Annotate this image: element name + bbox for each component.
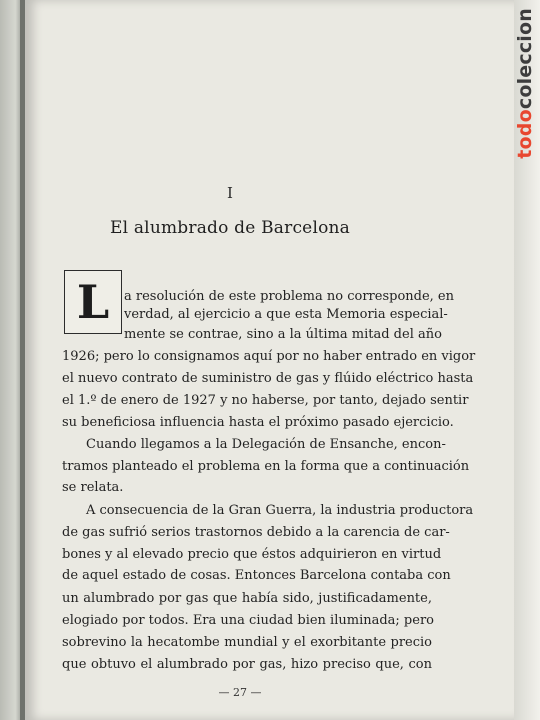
body-line: bones y al elevado precio que éstos adquirieron en virtud — [62, 547, 442, 562]
body-line: el nuevo contrato de suministro de gas y flúido eléctrico hasta — [62, 371, 474, 386]
body-line: A consecuencia de la Gran Guerra, la industria productora — [86, 503, 474, 518]
body-line: se relata. — [62, 480, 124, 495]
body-line: tramos planteado el problema en la forma que a continuación — [62, 459, 470, 474]
chapter-number: I — [227, 184, 233, 202]
body-line: que obtuvo el alumbrado por gas, hizo preciso que, con — [62, 657, 432, 672]
body-line: un alumbrado por gas que había sido, justificadamente, — [62, 591, 432, 606]
watermark-part2: coleccion — [514, 8, 536, 110]
body-line: el 1.º de enero de 1927 y no haberse, por tanto, dejado sentir — [62, 393, 469, 408]
body-line: de gas sufrió serios trastornos debido a la carencia de car- — [62, 525, 450, 540]
watermark-logo — [514, 8, 536, 159]
page-number: — 27 — — [218, 686, 262, 699]
body-line: Cuando llegamos a la Delegación de Ensanche, encon- — [86, 437, 446, 452]
dropcap-letter: L — [76, 275, 110, 329]
ornamental-dropcap — [64, 270, 122, 334]
body-line: 1926; pero lo consignamos aquí por no haber entrado en vigor — [62, 349, 476, 364]
body-line: sobrevino la hecatombe mundial y el exorbitante precio — [62, 635, 432, 650]
body-line: su beneficiosa influencia hasta el próximo pasado ejercicio. — [62, 415, 454, 430]
body-line: elogiado por todos. Era una ciudad bien iluminada; pero — [62, 613, 434, 628]
body-line: verdad, al ejercicio a que esta Memoria especial- — [124, 307, 448, 322]
body-line: de aquel estado de cosas. Entonces Barcelona contaba con — [62, 568, 451, 583]
body-line: mente se contrae, sino a la última mitad del año — [124, 327, 442, 342]
body-line: a resolución de este problema no corresponde, en — [124, 289, 454, 304]
watermark-part1: todo — [514, 109, 536, 159]
facing-page-edge — [0, 0, 22, 720]
chapter-title: El alumbrado de Barcelona — [110, 218, 350, 238]
